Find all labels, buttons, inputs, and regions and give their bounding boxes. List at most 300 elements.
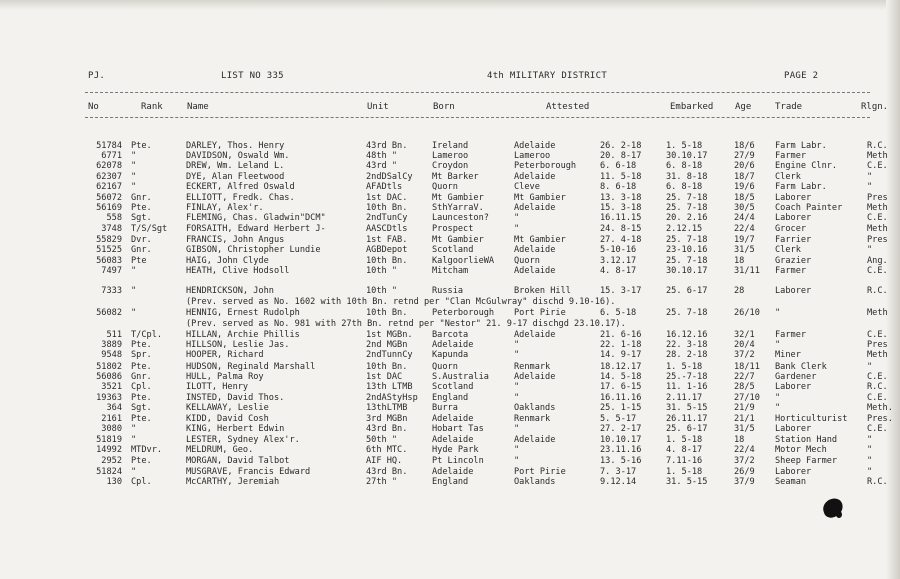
row-28-att_date: 7. 3-17 xyxy=(600,467,637,477)
row-14-emb: 25. 7-18 xyxy=(666,308,708,318)
row-10-unit: AGBDepot xyxy=(366,245,408,255)
row-1-att_date: 20. 8-17 xyxy=(600,151,642,161)
row-26-attested: " xyxy=(514,445,520,455)
col-attested: Attested xyxy=(546,102,590,112)
row-3-emb: 31. 8-18 xyxy=(666,172,708,182)
row-19-born: S.Australia xyxy=(432,372,489,382)
col-embarked: Embarked xyxy=(670,102,714,112)
row-27-attested: " xyxy=(514,456,520,466)
row-23-emb: 26.11.17 xyxy=(666,414,708,424)
row-22-rank: Sgt. xyxy=(131,403,152,413)
row-27-emb: 7.11-16 xyxy=(666,456,703,466)
row-15-rel: C.E. xyxy=(867,330,888,340)
row-17-attested: " xyxy=(514,350,520,360)
row-10-born: Scotland xyxy=(432,245,474,255)
row-2-age: 20/6 xyxy=(734,161,755,171)
row-16-unit: 2nd MGBn xyxy=(366,340,408,350)
row-25-born: Adelaide xyxy=(432,435,474,445)
row-12-att_date: 4. 8-17 xyxy=(600,266,637,276)
row-0-name: DARLEY, Thos. Henry xyxy=(186,141,285,151)
col-age: Age xyxy=(735,102,752,112)
row-9-trade: Farrier xyxy=(775,235,812,245)
row-28-age: 26/9 xyxy=(734,467,755,477)
row-15-emb: 16.12.16 xyxy=(666,330,708,340)
row-1-attested: Lameroo xyxy=(514,151,551,161)
row-12-rel: C.E. xyxy=(867,266,888,276)
row-24-rank: " xyxy=(131,424,137,434)
row-19-rank: Gnr. xyxy=(131,372,152,382)
row-0-rel: R.C. xyxy=(867,141,888,151)
row-7-att_date: 16.11.15 xyxy=(600,213,642,223)
row-23-rank: Pte. xyxy=(131,414,152,424)
header-list-no: LIST NO 335 xyxy=(221,71,284,81)
row-19-rel: C.E. xyxy=(867,372,888,382)
row-3-name: DYE, Alan Fleetwood xyxy=(186,172,285,182)
row-19-name: HULL, Palma Roy xyxy=(186,372,264,382)
row-10-attested: Adelaide xyxy=(514,245,556,255)
row-18-att_date: 18.12.17 xyxy=(600,362,642,372)
row-29-emb: 31. 5-15 xyxy=(666,477,708,487)
row-11-attested: Quorn xyxy=(514,256,540,266)
row-3-no: 62307 xyxy=(96,172,122,182)
row-20-trade: Laborer xyxy=(775,382,812,392)
row-28-emb: 1. 5-18 xyxy=(666,467,703,477)
row-29-name: McCARTHY, Jeremiah xyxy=(186,477,280,487)
row-6-attested: Adelaide xyxy=(514,203,556,213)
row-5-rank: Gnr. xyxy=(131,193,152,203)
row-4-name: ECKERT, Alfred Oswald xyxy=(186,182,295,192)
row-26-emb: 4. 8-17 xyxy=(666,445,703,455)
row-11-att_date: 3.12.17 xyxy=(600,256,637,266)
row-4-att_date: 8. 6-18 xyxy=(600,182,637,192)
row-26-born: Hyde Park xyxy=(432,445,479,455)
row-18-rank: Pte. xyxy=(131,362,152,372)
row-25-unit: 50th " xyxy=(366,435,398,445)
ink-blot-drip xyxy=(836,511,842,518)
row-7-attested: " xyxy=(514,213,520,223)
header-page: PAGE 2 xyxy=(784,71,819,81)
row-28-name: MUSGRAVE, Francis Edward xyxy=(186,467,311,477)
row-3-rank: " xyxy=(131,172,137,182)
col-name: Name xyxy=(187,102,209,112)
row-12-rank: " xyxy=(131,266,137,276)
row-21-rel: C.E. xyxy=(867,393,888,403)
row-20-unit: 13th LTMB xyxy=(366,382,413,392)
row-22-born: Burra xyxy=(432,403,458,413)
row-7-age: 24/4 xyxy=(734,213,755,223)
row-9-rel: Pres xyxy=(867,235,888,245)
row-25-emb: 1. 5-18 xyxy=(666,435,703,445)
row-4-attested: Cleve xyxy=(514,182,540,192)
row-22-rel: Meth. xyxy=(867,403,893,413)
row-11-unit: 10th Bn. xyxy=(366,256,408,266)
row-17-trade: Miner xyxy=(775,350,801,360)
row-14-trade: " xyxy=(775,308,781,318)
row-14-name: HENNIG, Ernest Rudolph xyxy=(186,308,300,318)
row-7-rel: C.E. xyxy=(867,213,888,223)
row-3-unit: 2ndDSalCy xyxy=(366,172,413,182)
row-8-rel: Meth xyxy=(867,224,888,234)
row-25-age: 18 xyxy=(734,435,745,445)
row-11-rel: Ang. xyxy=(867,256,888,266)
row-20-emb: 11. 1-16 xyxy=(666,382,708,392)
col-unit: Unit xyxy=(367,102,389,112)
row-27-age: 37/2 xyxy=(734,456,755,466)
service-note-1: (Prev. served as No. 1602 with 10th Bn. retnd per "Clan McGulwray" dischd 9.10-16). xyxy=(186,297,616,307)
row-7-born: Launceston? xyxy=(432,213,489,223)
row-15-rank: T/Cpl. xyxy=(131,330,163,340)
row-16-att_date: 22. 1-18 xyxy=(600,340,642,350)
row-20-name: ILOTT, Henry xyxy=(186,382,249,392)
row-0-no: 51784 xyxy=(96,141,122,151)
row-6-unit: 10th Bn. xyxy=(366,203,408,213)
row-17-no: 9548 xyxy=(101,350,122,360)
row-25-no: 51819 xyxy=(96,435,122,445)
row-22-trade: " xyxy=(775,403,781,413)
row-1-unit: 48th " xyxy=(366,151,398,161)
row-24-no: 3080 xyxy=(101,424,122,434)
row-3-att_date: 11. 5-18 xyxy=(600,172,642,182)
row-19-no: 56086 xyxy=(96,372,122,382)
row-27-rel: " xyxy=(867,456,873,466)
row-6-rel: Meth xyxy=(867,203,888,213)
row-29-age: 37/9 xyxy=(734,477,755,487)
col-no: No xyxy=(88,102,99,112)
row-29-unit: 27th " xyxy=(366,477,398,487)
row-5-emb: 25. 7-18 xyxy=(666,193,708,203)
row-21-name: INSTED, David Thos. xyxy=(186,393,285,403)
row-13-rel: R.C. xyxy=(867,286,888,296)
row-22-age: 21/9 xyxy=(734,403,755,413)
row-24-emb: 25. 6-17 xyxy=(666,424,708,434)
row-18-born: Quorn xyxy=(432,362,458,372)
row-8-no: 3748 xyxy=(101,224,122,234)
row-25-name: LESTER, Sydney Alex'r. xyxy=(186,435,300,445)
row-18-name: HUDSON, Reginald Marshall xyxy=(186,362,316,372)
row-22-no: 364 xyxy=(106,403,122,413)
row-27-name: MORGAN, David Talbot xyxy=(186,456,290,466)
row-12-attested: Adelaide xyxy=(514,266,556,276)
row-13-no: 7333 xyxy=(101,286,122,296)
row-22-name: KELLAWAY, Leslie xyxy=(186,403,269,413)
row-17-att_date: 14. 9-17 xyxy=(600,350,642,360)
row-8-emb: 2.12.15 xyxy=(666,224,703,234)
row-8-attested: " xyxy=(514,224,520,234)
row-4-unit: AFADtls xyxy=(366,182,403,192)
row-17-born: Kapunda xyxy=(432,350,469,360)
row-17-rank: Spr. xyxy=(131,350,152,360)
row-29-born: England xyxy=(432,477,469,487)
row-17-age: 37/2 xyxy=(734,350,755,360)
row-2-name: DREW, Wm. Leland L. xyxy=(186,161,285,171)
row-14-age: 26/10 xyxy=(734,308,760,318)
col-religion: Rlgn. xyxy=(861,102,889,112)
header-code: PJ. xyxy=(88,71,106,81)
row-28-attested: Port Pirie xyxy=(514,467,566,477)
row-18-rel: " xyxy=(867,362,873,372)
row-29-no: 130 xyxy=(106,477,122,487)
row-24-unit: 43rd Bn. xyxy=(366,424,408,434)
row-8-unit: AASCDtls xyxy=(366,224,408,234)
row-26-name: MELDRUM, Geo. xyxy=(186,445,254,455)
row-29-trade: Seaman xyxy=(775,477,807,487)
row-7-trade: Laborer xyxy=(775,213,812,223)
row-3-age: 18/7 xyxy=(734,172,755,182)
row-25-trade: Station Hand xyxy=(775,435,838,445)
row-18-age: 18/11 xyxy=(734,362,760,372)
row-17-unit: 2ndTunnCy xyxy=(366,350,413,360)
row-10-att_date: 5-10-16 xyxy=(600,245,637,255)
header-rule-bottom xyxy=(85,117,870,118)
row-22-unit: 13thLTMB xyxy=(366,403,408,413)
row-24-rel: C.E. xyxy=(867,424,888,434)
row-21-emb: 2.11.17 xyxy=(666,393,703,403)
row-23-unit: 3rd MGBn xyxy=(366,414,408,424)
row-18-unit: 10th Bn. xyxy=(366,362,408,372)
row-5-attested: Mt Gambier xyxy=(514,193,566,203)
row-2-trade: Engine Clnr. xyxy=(775,161,838,171)
row-13-name: HENDRICKSON, John xyxy=(186,286,274,296)
row-7-name: FLEMING, Chas. Gladwin"DCM" xyxy=(186,213,326,223)
row-12-name: HEATH, Clive Hodsoll xyxy=(186,266,290,276)
row-28-rel: " xyxy=(867,467,873,477)
row-6-rank: Pte. xyxy=(131,203,152,213)
row-19-attested: Adelaide xyxy=(514,372,556,382)
row-9-att_date: 27. 4-18 xyxy=(600,235,642,245)
row-7-rank: Sgt. xyxy=(131,213,152,223)
row-2-rel: C.E. xyxy=(867,161,888,171)
row-5-unit: 1st DAC. xyxy=(366,193,408,203)
header-district: 4th MILITARY DISTRICT xyxy=(487,71,608,81)
row-18-attested: Renmark xyxy=(514,362,551,372)
row-15-att_date: 21. 6-16 xyxy=(600,330,642,340)
row-4-born: Quorn xyxy=(432,182,458,192)
row-27-trade: Sheep Farmer xyxy=(775,456,838,466)
row-4-age: 19/6 xyxy=(734,182,755,192)
row-4-emb: 6. 8-18 xyxy=(666,182,703,192)
row-0-age: 18/6 xyxy=(734,141,755,151)
row-22-att_date: 25. 1-15 xyxy=(600,403,642,413)
row-18-trade: Bank Clerk xyxy=(775,362,827,372)
row-2-rank: " xyxy=(131,161,137,171)
row-9-rank: Dvr. xyxy=(131,235,152,245)
row-9-name: FRANCIS, John Angus xyxy=(186,235,285,245)
row-12-no: 7497 xyxy=(101,266,122,276)
row-5-att_date: 13. 3-18 xyxy=(600,193,642,203)
row-4-rank: " xyxy=(131,182,137,192)
row-10-age: 31/5 xyxy=(734,245,755,255)
row-0-unit: 43rd Bn. xyxy=(366,141,408,151)
row-18-no: 51802 xyxy=(96,362,122,372)
row-16-no: 3889 xyxy=(101,340,122,350)
row-1-rel: Meth xyxy=(867,151,888,161)
row-6-born: SthYarraV. xyxy=(432,203,484,213)
row-5-age: 18/5 xyxy=(734,193,755,203)
row-2-unit: 43rd " xyxy=(366,161,398,171)
row-21-trade: " xyxy=(775,393,781,403)
row-0-attested: Adelaide xyxy=(514,141,556,151)
row-0-born: Ireland xyxy=(432,141,469,151)
row-14-attested: Port Pirie xyxy=(514,308,566,318)
row-4-no: 62167 xyxy=(96,182,122,192)
row-26-trade: Motor Mech xyxy=(775,445,827,455)
row-17-emb: 28. 2-18 xyxy=(666,350,708,360)
row-16-name: HILLSON, Leslie Jas. xyxy=(186,340,290,350)
row-12-trade: Farmer xyxy=(775,266,807,276)
row-13-rank: " xyxy=(131,286,137,296)
row-9-emb: 25. 7-18 xyxy=(666,235,708,245)
row-11-age: 18 xyxy=(734,256,745,266)
row-13-born: Russia xyxy=(432,286,464,296)
row-10-rank: Gnr. xyxy=(131,245,152,255)
row-11-emb: 25. 7-18 xyxy=(666,256,708,266)
row-1-born: Lameroo xyxy=(432,151,469,161)
row-3-rel: " xyxy=(867,172,873,182)
row-7-no: 558 xyxy=(106,213,122,223)
row-23-no: 2161 xyxy=(101,414,122,424)
row-6-trade: Coach Painter xyxy=(775,203,843,213)
row-8-age: 22/4 xyxy=(734,224,755,234)
row-25-att_date: 10.10.17 xyxy=(600,435,642,445)
row-1-age: 27/9 xyxy=(734,151,755,161)
service-note-2: (Prev. served as No. 981 with 27th Bn. retnd per "Nestor" 21. 9-17 dischgd 23.10.17). xyxy=(186,319,626,329)
row-26-age: 22/4 xyxy=(734,445,755,455)
row-11-no: 56083 xyxy=(96,256,122,266)
row-9-attested: Mt Gambier xyxy=(514,235,566,245)
row-20-attested: " xyxy=(514,382,520,392)
row-28-rank: " xyxy=(131,467,137,477)
row-25-rank: " xyxy=(131,435,137,445)
row-29-attested: Oaklands xyxy=(514,477,556,487)
row-8-born: Prospect xyxy=(432,224,474,234)
row-21-rank: Pte. xyxy=(131,393,152,403)
row-13-age: 28 xyxy=(734,286,745,296)
row-16-attested: " xyxy=(514,340,520,350)
row-22-emb: 31. 5-15 xyxy=(666,403,708,413)
row-13-emb: 25. 6-17 xyxy=(666,286,708,296)
row-27-att_date: 13. 5-16 xyxy=(600,456,642,466)
row-15-trade: Farmer xyxy=(775,330,807,340)
row-13-att_date: 15. 3-17 xyxy=(600,286,642,296)
row-20-att_date: 17. 6-15 xyxy=(600,382,642,392)
row-10-trade: Clerk xyxy=(775,245,801,255)
row-21-unit: 2ndAStyHsp xyxy=(366,393,418,403)
sheet-top-shadow xyxy=(0,0,900,10)
row-3-born: Mt Barker xyxy=(432,172,479,182)
row-2-emb: 6. 8-18 xyxy=(666,161,703,171)
row-12-unit: 10th " xyxy=(366,266,398,276)
row-27-unit: AIF HQ. xyxy=(366,456,403,466)
row-20-rank: Cpl. xyxy=(131,382,152,392)
row-21-age: 27/10 xyxy=(734,393,760,403)
row-15-age: 32/1 xyxy=(734,330,755,340)
row-8-rank: T/S/Sgt xyxy=(131,224,168,234)
row-9-born: Mt Gambier xyxy=(432,235,484,245)
row-19-trade: Gardener xyxy=(775,372,817,382)
row-27-rank: Pte. xyxy=(131,456,152,466)
row-7-emb: 20. 2.16 xyxy=(666,213,708,223)
row-15-name: HILLAN, Archie Phillis xyxy=(186,330,300,340)
row-14-att_date: 6. 5-18 xyxy=(600,308,637,318)
row-14-unit: 10th Bn. xyxy=(366,308,408,318)
row-6-att_date: 15. 3-18 xyxy=(600,203,642,213)
row-8-name: FORSAITH, Edward Herbert J- xyxy=(186,224,326,234)
row-9-no: 55829 xyxy=(96,235,122,245)
row-20-rel: R.C. xyxy=(867,382,888,392)
row-7-unit: 2ndTunCy xyxy=(366,213,408,223)
row-28-born: Adelaide xyxy=(432,467,474,477)
row-24-name: KING, Herbert Edwin xyxy=(186,424,285,434)
row-0-emb: 1. 5-18 xyxy=(666,141,703,151)
row-10-rel: " xyxy=(867,245,873,255)
row-23-born: Adelaide xyxy=(432,414,474,424)
header-rule-top xyxy=(85,92,870,93)
row-29-rel: R.C. xyxy=(867,477,888,487)
row-1-emb: 30.10.17 xyxy=(666,151,708,161)
row-4-trade: Farm Labr. xyxy=(775,182,827,192)
row-14-rel: Meth xyxy=(867,308,888,318)
row-5-name: ELLIOTT, Fredk. Chas. xyxy=(186,193,295,203)
row-13-trade: Laborer xyxy=(775,286,812,296)
row-0-rank: Pte. xyxy=(131,141,152,151)
row-20-born: Scotland xyxy=(432,382,474,392)
col-rank: Rank xyxy=(141,102,163,112)
row-17-name: HOOPER, Richard xyxy=(186,350,264,360)
row-2-attested: Peterborough xyxy=(514,161,577,171)
row-16-age: 20/4 xyxy=(734,340,755,350)
row-24-born: Hobart Tas xyxy=(432,424,484,434)
row-28-unit: 43rd Bn. xyxy=(366,467,408,477)
row-5-born: Mt Gambier xyxy=(432,193,484,203)
row-3-attested: Adelaide xyxy=(514,172,556,182)
row-21-born: England xyxy=(432,393,469,403)
row-12-born: Mitcham xyxy=(432,266,469,276)
row-28-no: 51824 xyxy=(96,467,122,477)
row-23-age: 21/1 xyxy=(734,414,755,424)
row-1-rank: " xyxy=(131,151,137,161)
row-11-rank: Pte xyxy=(131,256,147,266)
row-23-trade: Horticulturist xyxy=(775,414,848,424)
row-2-no: 62078 xyxy=(96,161,122,171)
row-14-no: 56082 xyxy=(96,308,122,318)
row-19-att_date: 14. 5-18 xyxy=(600,372,642,382)
row-26-unit: 6th MTC. xyxy=(366,445,408,455)
row-9-unit: 1st FAB. xyxy=(366,235,408,245)
row-11-name: HAIG, John Clyde xyxy=(186,256,269,266)
row-15-born: Barcota xyxy=(432,330,469,340)
row-10-emb: 23-10.16 xyxy=(666,245,708,255)
col-born: Born xyxy=(433,102,455,112)
row-23-attested: Renmark xyxy=(514,414,551,424)
row-24-age: 31/5 xyxy=(734,424,755,434)
row-0-att_date: 26. 2-18 xyxy=(600,141,642,151)
row-5-rel: Pres xyxy=(867,193,888,203)
row-1-trade: Farmer xyxy=(775,151,807,161)
col-trade: Trade xyxy=(775,102,803,112)
row-9-age: 19/7 xyxy=(734,235,755,245)
row-6-emb: 25. 7-18 xyxy=(666,203,708,213)
row-10-name: GIBSON, Christopher Lundie xyxy=(186,245,321,255)
row-28-trade: Laborer xyxy=(775,467,812,477)
row-3-trade: Clerk xyxy=(775,172,801,182)
row-27-no: 2952 xyxy=(101,456,122,466)
row-19-emb: 25.-7-18 xyxy=(666,372,708,382)
row-1-name: DAVIDSON, Oswald Wm. xyxy=(186,151,290,161)
row-16-trade: " xyxy=(775,340,781,350)
row-2-born: Croydon xyxy=(432,161,469,171)
row-4-rel: " xyxy=(867,182,873,192)
row-11-trade: Grazier xyxy=(775,256,812,266)
